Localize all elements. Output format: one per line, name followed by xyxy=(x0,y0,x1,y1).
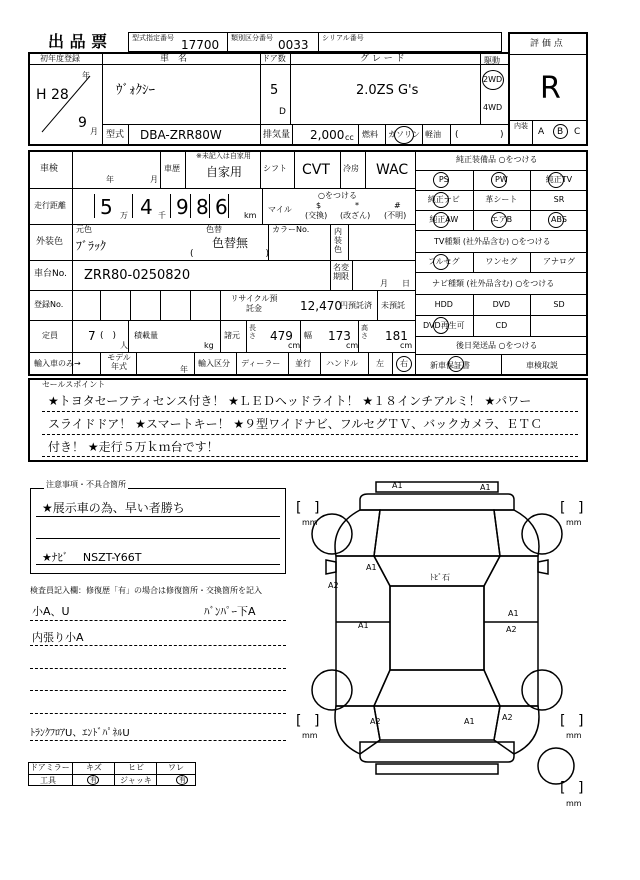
notes-line-2: ★ﾅﾋﾞ NSZT-Y66T xyxy=(42,551,142,564)
equipment-check-circle xyxy=(433,317,449,334)
equipment-check-circle xyxy=(433,192,449,208)
mm-rear-left: mm xyxy=(302,731,318,740)
score-value: R xyxy=(540,71,561,106)
car-name-value: ｳﾞｫｸｼｰ xyxy=(116,83,155,98)
width-value: 173 xyxy=(328,329,351,343)
equipment-item: 純正ナビ xyxy=(427,195,460,204)
legend-tools: 工具 xyxy=(40,776,56,785)
mileage-digit-5: 6 xyxy=(215,195,228,219)
vin-expiry-day: 日 xyxy=(402,279,410,288)
damage-a1-front-bumper-left: A1 xyxy=(392,481,403,490)
equipment-item: フルセグ xyxy=(427,257,460,266)
equipment-item: PW xyxy=(495,175,508,184)
mm-front-left: mm xyxy=(302,518,318,527)
height-unit: cm xyxy=(400,341,413,350)
equipment-check-circle xyxy=(433,172,449,188)
ac-value: WAC xyxy=(376,162,409,178)
car-name-label: 車 名 xyxy=(160,54,188,64)
navi-header: ナビ種類 (社外品含む) ○をつける xyxy=(432,279,555,288)
color-paren: ( ) xyxy=(190,249,270,259)
color-change-label: 色替 xyxy=(206,225,222,234)
type-no-value: 17700 xyxy=(181,38,220,52)
interior-color-label: 内装色 xyxy=(334,227,342,254)
equipment-item: 革シート xyxy=(485,195,518,204)
height-value: 181 xyxy=(385,329,408,343)
svg-text:[: [ xyxy=(296,713,302,729)
equipment-check-circle xyxy=(491,172,507,188)
svg-text:[: [ xyxy=(560,780,566,796)
equipment-item: 純正TV xyxy=(545,175,573,184)
notes-line-1: ★展示車の為、早い者勝ち xyxy=(42,501,185,515)
interior-b: B xyxy=(557,127,564,137)
damage-a1-front-bumper-right: A1 xyxy=(480,483,491,492)
shift-value: CVT xyxy=(302,162,330,178)
sales-line-2: スライドドア！ ★スマートキー！ ★９型ワイドナビ、フルセグＴＶ、バックカメラ、ＥＴＣ xyxy=(48,417,543,431)
import-kubun-label: 輸入区分 xyxy=(198,359,230,368)
vin-expiry-label: 名変期限 xyxy=(333,263,349,281)
inspection-year: 年 xyxy=(106,175,114,184)
interior-b-circle xyxy=(553,124,568,139)
score-label: 評 価 点 xyxy=(530,39,563,49)
width-label: 幅 xyxy=(304,331,312,340)
equipment-check-circle xyxy=(433,212,449,228)
drive-2wd-circle xyxy=(482,70,504,90)
legend-crack: ヒビ xyxy=(128,763,144,772)
mm-front-right: mm xyxy=(566,518,582,527)
history-value: 自家用 xyxy=(206,165,243,179)
car-damage-diagram xyxy=(288,470,598,810)
height-label: 高さ xyxy=(361,324,368,340)
cc-value: 2,000 xyxy=(310,128,345,142)
import-dealer: ディーラー xyxy=(241,359,281,368)
equipment-check-circle xyxy=(491,212,507,228)
original-color-label: 元色 xyxy=(76,225,92,234)
mileage-unit-man: 万 xyxy=(120,211,128,220)
import-label: 輸入車のみ→ xyxy=(34,359,81,368)
inspection-label: 車検 xyxy=(40,164,59,174)
load-unit: kg xyxy=(204,341,214,350)
original-color-value: ﾌﾞﾗｯｸ xyxy=(76,239,107,253)
later-warranty-circle xyxy=(448,356,464,372)
legend-jack-yes: 有 xyxy=(179,776,186,784)
mileage-tamper: (改ざん) xyxy=(340,211,371,220)
mm-rear-right: mm xyxy=(566,731,582,740)
class-no-box xyxy=(227,32,319,52)
damage-a2-rear-bumper-left: A2 xyxy=(370,717,381,726)
fuel-paren-close: ) xyxy=(500,130,504,140)
class-no-value: 0033 xyxy=(278,38,309,52)
model-value: DBA-ZRR80W xyxy=(140,128,222,142)
vin-value: ZRR80-0250820 xyxy=(84,268,191,283)
model-year-label: モデル年式 xyxy=(107,353,131,371)
equipment-item: HDD xyxy=(434,299,453,309)
inspector-line-1b: ﾊﾞﾝﾊﾟｰ下A xyxy=(204,605,256,618)
capacity-paren: ( ) xyxy=(100,331,117,341)
first-reg-label: 初年度登録 xyxy=(40,54,80,63)
legend-jack: ジャッキ xyxy=(120,776,152,785)
class-no-label: 類別区分番号 xyxy=(231,34,273,42)
inspector-label: 検査員記入欄：修復歴「有」の場合は修復箇所・交換箇所を記入 xyxy=(30,586,262,595)
equipment-item: SR xyxy=(553,195,565,204)
drive-label: 駆動 xyxy=(484,56,500,65)
damage-a2-rear-right: A2 xyxy=(502,713,513,722)
width-unit: cm xyxy=(346,341,359,350)
svg-text:]: ] xyxy=(578,780,584,796)
capacity-person: 人 xyxy=(120,341,128,350)
equipment-item: CD xyxy=(495,320,508,330)
mileage-digit-3: 9 xyxy=(176,195,189,219)
legend-tools-yes: 有 xyxy=(90,776,97,784)
mm-spare: mm xyxy=(566,799,582,808)
mileage-circle-note: ○をつける xyxy=(318,191,357,200)
reg-label: 登録No. xyxy=(34,300,64,309)
legend-mirror: ドアミラー xyxy=(30,763,70,772)
later-item-manual: 車検取説 xyxy=(526,361,558,370)
mileage-mile: マイル xyxy=(268,205,292,214)
svg-text:]: ] xyxy=(578,713,584,729)
mileage-unknown: (不明) xyxy=(384,211,407,220)
equipment-item: エアB xyxy=(490,215,513,224)
legend-jack-circle xyxy=(176,775,188,785)
damage-a2-right-side: A2 xyxy=(506,625,517,634)
legend-break: ワレ xyxy=(168,763,184,772)
drive-4wd: 4WD xyxy=(483,103,503,112)
equipment-item: DVD xyxy=(492,299,511,309)
mileage-unit-sen: 千 xyxy=(158,211,166,220)
handle-right-circle xyxy=(396,356,412,372)
grade-label: グ レ ー ド xyxy=(360,54,405,64)
mileage-label: 走行距離 xyxy=(34,201,66,210)
interior-c: C xyxy=(574,127,581,137)
fuel-label: 燃料 xyxy=(362,130,378,139)
equipment-item: アナログ xyxy=(542,257,575,266)
handle-label: ハンドル xyxy=(326,359,358,368)
dim-label: 諸元 xyxy=(224,331,240,340)
fuel-circle xyxy=(394,126,414,144)
model-year-unit: 年 xyxy=(180,365,188,374)
year-slash xyxy=(40,71,96,134)
doors-value: 5 xyxy=(270,83,279,98)
fuel-diesel: 軽油 xyxy=(425,130,441,139)
inspector-line-1a: 小A、U xyxy=(32,605,70,618)
svg-text:[: [ xyxy=(560,500,566,516)
svg-text:[: [ xyxy=(560,713,566,729)
history-label: 車歴 xyxy=(164,164,180,173)
recycle-value: 12,470 xyxy=(300,299,342,313)
doors-label: ドア数 xyxy=(262,54,286,63)
vin-expiry-month: 月 xyxy=(380,279,388,288)
handle-right: 右 xyxy=(400,359,408,368)
doors-sub: D xyxy=(279,107,286,117)
color-label: 外装色 xyxy=(36,237,64,247)
cc-unit: cc xyxy=(345,133,354,142)
score-box xyxy=(508,32,588,146)
mileage-tamper-sym: * xyxy=(355,201,359,210)
grade-value: 2.0ZS G's xyxy=(356,83,419,98)
svg-text:]: ] xyxy=(314,713,320,729)
sales-line-1: ★トヨタセーフティセンス付き！ ★ＬＥＤヘッドライト！ ★１８インチアルミ！ ★パワー xyxy=(48,394,532,408)
drive-2wd: 2WD xyxy=(483,75,503,84)
later-header: 後日発送品 ○をつける xyxy=(456,341,538,350)
cc-label: 排気量 xyxy=(263,130,291,140)
inspector-line-2: 内張り小A xyxy=(32,631,84,644)
equipment-item: ワンセグ xyxy=(485,257,518,266)
inspection-month: 月 xyxy=(150,175,158,184)
first-reg-year: H 28 xyxy=(36,87,69,103)
color-code-label: カラーNo. xyxy=(272,225,310,234)
serial-box xyxy=(318,32,502,52)
equipment-item: PS xyxy=(438,175,449,184)
equipment-header: 純正装備品 ○をつける xyxy=(456,155,538,164)
sales-label: セールスポイント xyxy=(42,380,106,389)
sheet-title: 出 品 票 xyxy=(48,32,108,51)
model-label: 型式 xyxy=(106,130,125,140)
mileage-digit-4: 8 xyxy=(196,195,209,219)
notes-label: 注意事項・不具合箇所 xyxy=(46,480,126,489)
vin-label: 車台No. xyxy=(34,269,67,279)
interior-label: 内装 xyxy=(514,122,528,130)
mileage-swap: (交換) xyxy=(305,211,328,220)
history-note: ※未記入は自家用 xyxy=(196,152,251,160)
import-parallel: 並行 xyxy=(295,359,311,368)
capacity-value: 7 xyxy=(88,329,96,343)
year-unit: 年 xyxy=(82,71,90,80)
fuel-paren-open: ( xyxy=(455,130,459,140)
load-label: 積載量 xyxy=(134,331,158,340)
first-reg-month: 9 xyxy=(78,115,87,131)
serial-label: シリアル番号 xyxy=(322,34,364,42)
later-item-warranty: 新車保証書 xyxy=(430,361,470,370)
tv-header: TV種類 (社外品含む) ○をつける xyxy=(434,237,551,246)
interior-a: A xyxy=(538,127,545,137)
equipment-item: ABS xyxy=(551,215,567,224)
legend-scratch: キズ xyxy=(86,763,102,772)
svg-text:[: [ xyxy=(296,500,302,516)
fuel-gasoline: ガソリン xyxy=(388,130,420,139)
handle-left: 左 xyxy=(376,359,384,368)
shift-label: シフト xyxy=(263,164,287,173)
equipment-check-circle xyxy=(433,254,449,270)
capacity-label: 定員 xyxy=(42,331,58,340)
damage-a2-left-side: A2 xyxy=(328,581,339,590)
recycle-unit: 円預託済 xyxy=(340,301,372,310)
damage-a1-rear-bumper-right: A1 xyxy=(464,717,475,726)
type-no-box xyxy=(128,32,228,52)
recycle-label: リサイクル預託金 xyxy=(230,294,278,313)
length-value: 479 xyxy=(270,329,293,343)
svg-text:]: ] xyxy=(314,500,320,516)
damage-a1-left-front: A1 xyxy=(366,563,377,572)
inspector-line-3: ﾄﾗﾝｸﾌﾛｱU、ｴﾝﾄﾞﾊﾟﾈﾙU xyxy=(30,728,130,739)
length-unit: cm xyxy=(288,341,301,350)
month-unit: 月 xyxy=(90,127,98,136)
mileage-unknown-sym: # xyxy=(394,201,401,210)
type-no-label: 型式指定番号 xyxy=(132,34,174,42)
length-label: 長さ xyxy=(249,324,256,340)
mileage-swap-sym: $ xyxy=(316,201,322,210)
recycle-unpaid: 未預託 xyxy=(381,301,405,310)
color-change-value: 色替無 xyxy=(212,236,249,250)
equipment-item: 純正AW xyxy=(429,215,459,224)
legend-tools-circle xyxy=(87,775,99,785)
damage-roof-chip: ﾄﾋﾞ石 xyxy=(430,573,450,582)
damage-a1-left-rear-door: A1 xyxy=(358,621,369,630)
damage-a1-right-rear-door: A1 xyxy=(508,609,519,618)
mileage-unit-km: km xyxy=(244,211,257,220)
svg-text:]: ] xyxy=(578,500,584,516)
sales-line-3: 付き！ ★走行５万ｋｍ台です！ xyxy=(48,440,219,454)
ac-label: 冷房 xyxy=(343,164,359,173)
equipment-item: DVD再生可 xyxy=(422,320,465,330)
equipment-item: SD xyxy=(553,299,565,309)
mileage-digit-2: 4 xyxy=(140,195,153,219)
mileage-digit-1: 5 xyxy=(100,195,113,219)
